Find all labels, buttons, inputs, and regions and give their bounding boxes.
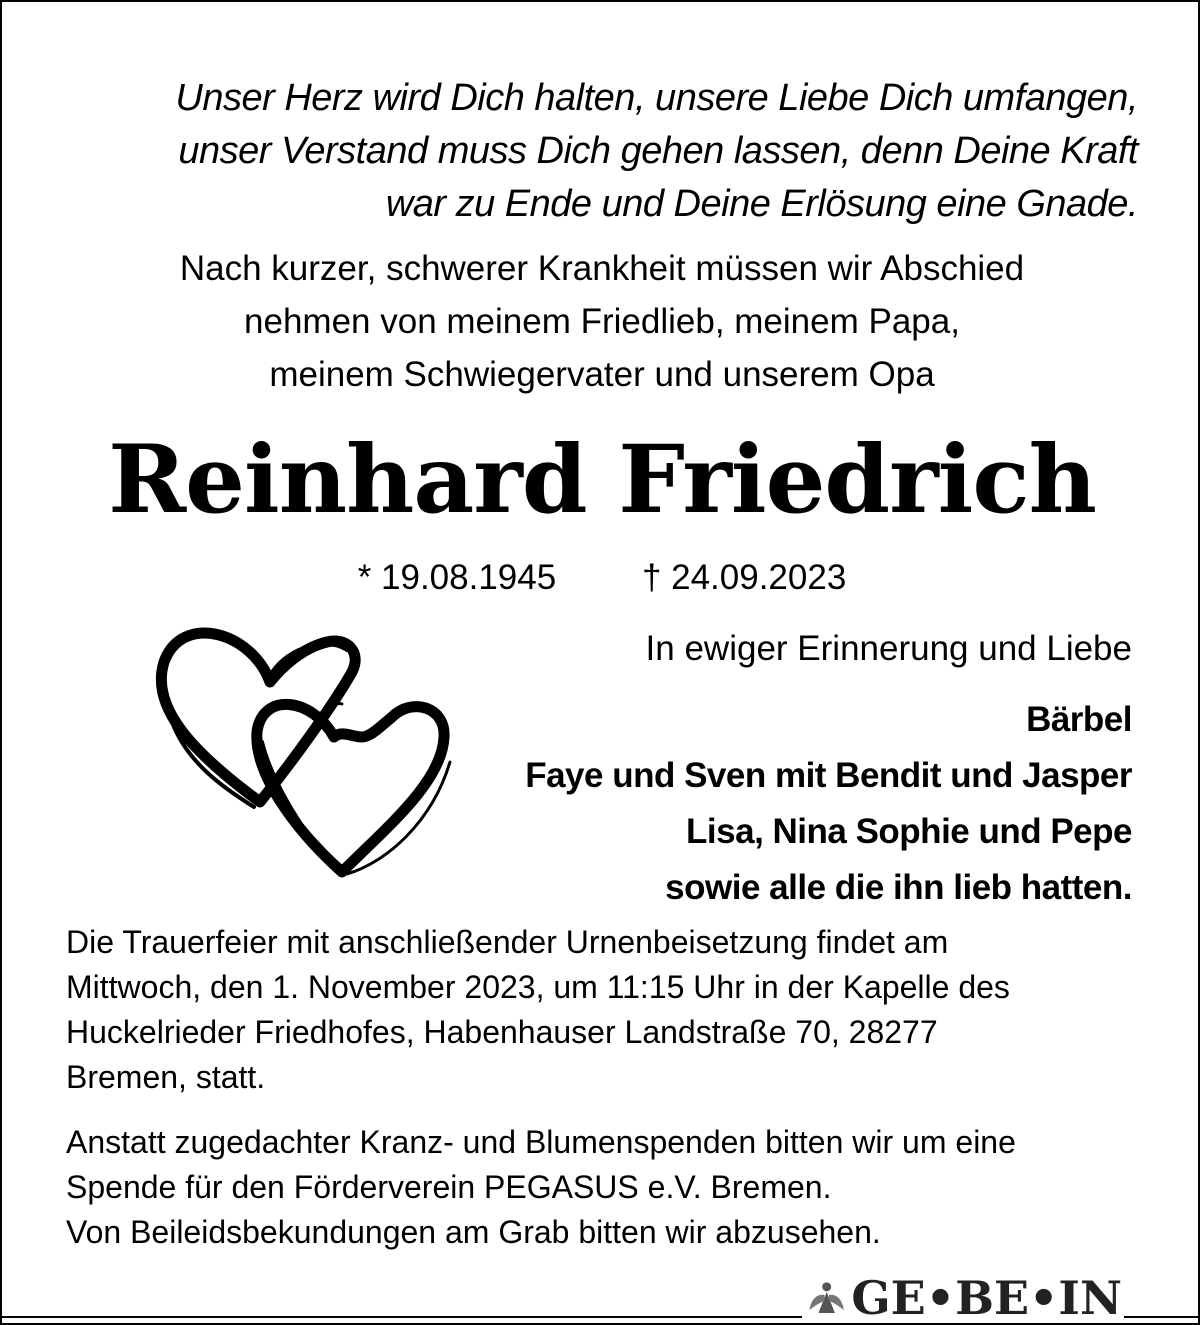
mourner: Faye und Sven mit Bendit und Jasper: [525, 756, 1132, 795]
intro-line: nehmen von meinem Friedlieb, meinem Papa,: [244, 302, 960, 341]
two-hearts-icon: [142, 612, 462, 902]
intro-text: [2, 242, 1200, 401]
angel-figure-icon: [808, 1274, 845, 1322]
ceremony-line: Die Trauerfeier mit anschließender Urnenbeisetzung findet am: [66, 924, 949, 960]
life-dates: [2, 554, 1200, 602]
donation-line: Anstatt zugedachter Kranz- und Blumenspenden bitten wir um eine: [66, 1124, 1016, 1160]
ceremony-line: Mittwoch, den 1. November 2023, um 11:15 Uhr in der Kapelle des: [66, 969, 1010, 1005]
ceremony-info: [66, 920, 1146, 1100]
mourner: Lisa, Nina Sophie und Pepe: [686, 812, 1132, 851]
publisher-logo: [808, 1272, 1122, 1324]
ceremony-line: Huckelrieder Friedhofes, Habenhauser Landstraße 70, 28277: [66, 1014, 938, 1050]
intro-line: meinem Schwiegervater und unserem Opa: [269, 355, 935, 394]
bottom-divider: [2, 1316, 802, 1318]
mourner: sowie alle die ihn lieb hatten.: [665, 868, 1132, 907]
verse: [78, 72, 1138, 231]
death-date: † 24.09.2023: [641, 558, 847, 597]
ceremony-line: Bremen, statt.: [66, 1059, 266, 1095]
donation-line: Spende für den Förderverein PEGASUS e.V. Bremen.: [66, 1169, 832, 1205]
verse-line: unser Verstand muss Dich gehen lassen, denn Deine Kraft: [178, 130, 1138, 172]
bottom-divider-right: [1124, 1316, 1198, 1318]
memory-line: In ewiger Erinnerung und Liebe: [645, 629, 1132, 668]
logo-text: GE•BE•IN: [851, 1271, 1122, 1325]
donation-info: [66, 1120, 1146, 1255]
verse-line: war zu Ende und Deine Erlösung eine Gnade.: [385, 183, 1138, 225]
mourner: Bärbel: [1026, 700, 1132, 739]
verse-line: Unser Herz wird Dich halten, unsere Liebe Dich umfangen,: [175, 77, 1138, 119]
mourners-list: [525, 692, 1132, 916]
donation-line: Von Beileidsbekundungen am Grab bitten wir abzusehen.: [66, 1214, 881, 1250]
deceased-name: Reinhard Friedrich: [108, 425, 1096, 535]
intro-line: Nach kurzer, schwerer Krankheit müssen wir Abschied: [179, 249, 1025, 288]
birth-date: * 19.08.1945: [357, 558, 557, 597]
